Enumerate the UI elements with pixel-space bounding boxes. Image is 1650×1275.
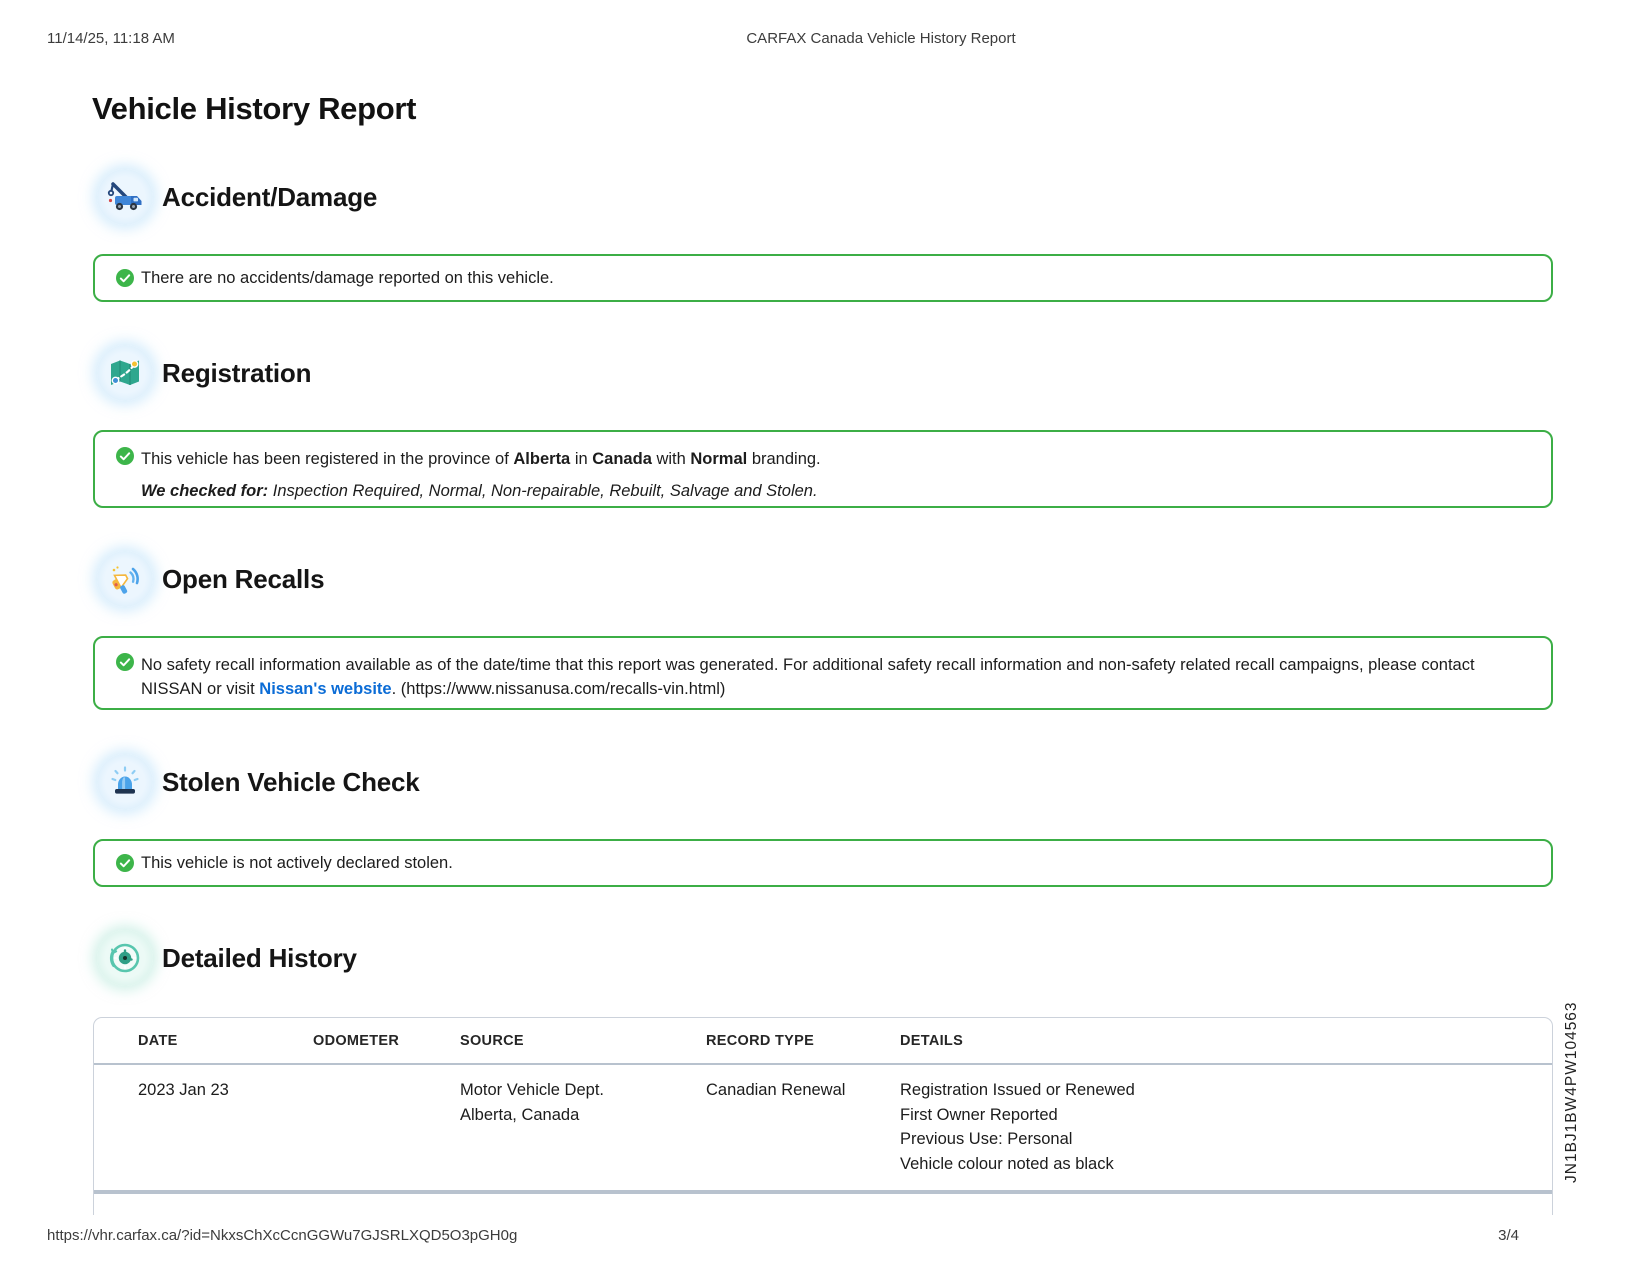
- column-header-record-type: RECORD TYPE: [706, 1032, 815, 1049]
- section-header-registration: [97, 345, 311, 401]
- map-icon: [97, 345, 153, 401]
- check-icon: [95, 256, 141, 300]
- registration-status-text: [141, 432, 851, 506]
- print-footer-url: https://vhr.carfax.ca/?id=NkxsChXcCcnGGWu7GJSRLXQD5O3pGH0g: [47, 1227, 518, 1244]
- section-header-history: [97, 930, 357, 986]
- print-header-title: CARFAX Canada Vehicle History Report: [746, 30, 1016, 47]
- section-heading-accident: Accident/Damage: [162, 181, 378, 212]
- section-header-accident: [97, 169, 377, 225]
- history-clock-icon: [97, 930, 153, 986]
- column-header-source: SOURCE: [460, 1032, 524, 1049]
- section-header-stolen: [97, 754, 420, 810]
- section-heading-stolen: Stolen Vehicle Check: [162, 766, 420, 797]
- cell-record-type: Canadian Renewal: [706, 1081, 846, 1099]
- section-heading-recalls: Open Recalls: [162, 563, 325, 594]
- check-icon: [95, 841, 141, 885]
- registration-checked-for: We checked for: Inspection Required, Normal, Non-repairable, Rebuilt, Salvage and Stolen.: [141, 482, 818, 500]
- cell-source: Motor Vehicle Dept. Alberta, Canada: [460, 1081, 604, 1124]
- cell-details: Registration Issued or Renewed First Owner Reported Previous Use: Personal Vehicle colour noted as black: [900, 1081, 1135, 1173]
- print-footer-page-indicator: 3/4: [1498, 1227, 1519, 1244]
- registration-status-box: [93, 430, 1553, 508]
- registration-message: This vehicle has been registered in the province of Alberta in Canada with Normal branding.: [141, 450, 821, 468]
- cell-date: 2023 Jan 23: [138, 1081, 229, 1099]
- accident-status-box: [93, 254, 1553, 302]
- check-icon: [95, 432, 141, 506]
- cell-odometer: [313, 1078, 460, 1176]
- table-row: [94, 1065, 1552, 1194]
- megaphone-icon: [97, 551, 153, 607]
- nissan-website-link[interactable]: Nissan's website: [259, 680, 392, 698]
- stolen-status-text: This vehicle is not actively declared stolen.: [141, 854, 453, 872]
- print-header-datetime: 11/14/25, 11:18 AM: [47, 30, 175, 47]
- column-header-odometer: ODOMETER: [313, 1032, 400, 1049]
- history-table-header: [94, 1018, 1552, 1065]
- stolen-status-box: [93, 839, 1553, 887]
- tow-truck-icon: [97, 169, 153, 225]
- recalls-status-box: [93, 636, 1553, 710]
- vin-sidebar: JN1BJ1BW4PW104563: [1563, 1001, 1580, 1183]
- section-heading-history: Detailed History: [162, 942, 357, 973]
- section-heading-registration: Registration: [162, 357, 312, 388]
- detailed-history-table: [93, 1017, 1553, 1215]
- column-header-details: DETAILS: [900, 1032, 964, 1049]
- check-icon: [95, 638, 141, 708]
- page-title: Vehicle History Report: [92, 91, 417, 126]
- recalls-status-text: No safety recall information available as of the date/time that this report was generated. For additional safety recall information and non-safety related recall campaigns, please contact NISSAN or visit Nissan's website. (https://www.nissanusa.com/recalls-vin.html): [141, 656, 1475, 698]
- accident-status-text: There are no accidents/damage reported on this vehicle.: [141, 269, 554, 287]
- siren-icon: [97, 754, 153, 810]
- column-header-date: DATE: [138, 1032, 178, 1049]
- section-header-recalls: [97, 551, 324, 607]
